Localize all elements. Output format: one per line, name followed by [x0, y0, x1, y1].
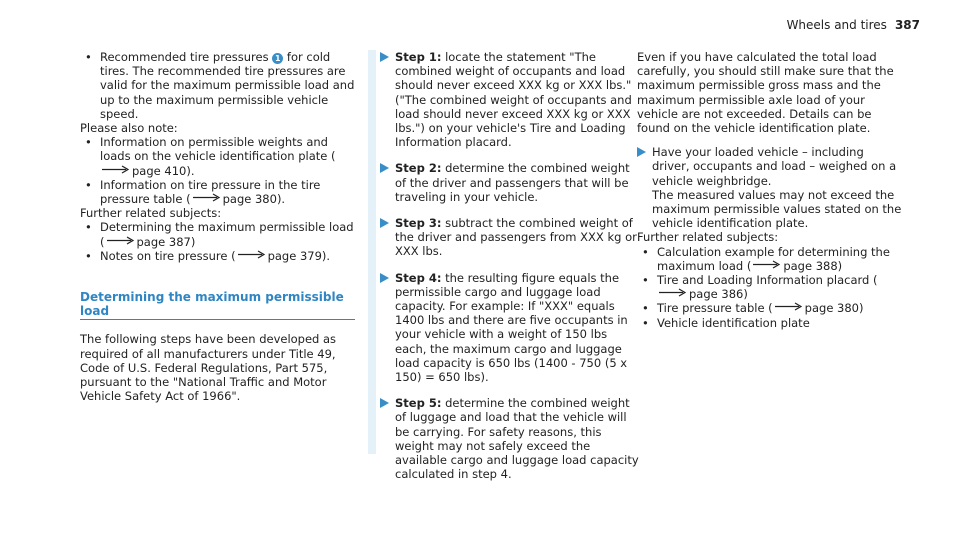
page-link[interactable]: page 386	[689, 287, 744, 302]
chapter-title: Wheels and tires	[786, 18, 887, 32]
step-play-icon	[380, 273, 389, 283]
page-ref-arrow-icon	[238, 248, 266, 262]
list-item: • Notes on tire pressure ( page 379).	[80, 249, 355, 263]
list-item: • Vehicle identification plate	[637, 316, 902, 330]
step-play-icon	[380, 52, 389, 62]
page-link[interactable]: page 410	[132, 163, 187, 178]
step-item: Step 4: the resulting figure equals the permissible cargo and luggage load capacity. For example: If "XXX" equals 1400 lbs and there are five occupants in your vehicle with a weight of 150 lbs each, the maximum cargo and luggage load capacity is 650 lbs (1400 - 750 (5 x 150) = 650 lbs).	[380, 271, 642, 385]
page-link[interactable]: page 388	[783, 258, 838, 273]
page-link[interactable]: page 387	[136, 234, 191, 249]
step-play-icon	[637, 147, 646, 157]
page-ref-arrow-icon	[753, 258, 781, 272]
page-link[interactable]: page 380	[222, 192, 277, 207]
section-heading: Determining the maximum permissible load	[80, 290, 355, 320]
list-item: • Information on tire pressure in the tire pressure table ( page 380).	[80, 178, 355, 206]
page-ref-arrow-icon	[775, 300, 803, 314]
page-ref-arrow-icon	[193, 191, 221, 205]
page-ref-arrow-icon	[659, 286, 687, 300]
section-body: The following steps have been developed as required of all manufacturers under Title 49, Code of U.S. Federal Regulations, Part 575, pursuant to the "National Traffic and Motor Vehicle Safety Act of 1966".	[80, 332, 337, 404]
recommended-list	[80, 50, 355, 121]
step-play-icon	[380, 163, 389, 173]
note-list	[80, 135, 355, 206]
list-item: • Tire and Loading Information placard (page 386)	[637, 273, 902, 301]
number-badge-icon: 1	[272, 53, 283, 64]
page-ref-arrow-icon	[102, 163, 130, 177]
step-item: Step 1: locate the statement "The combined weight of occupants and load should never exceed XXX kg or XXX lbs." ("The combined weight of occupants and load should never exceed XXX kg or XXX lbs.") on your vehicle's Tire and Loading Information placard.	[380, 50, 642, 149]
list-item: • Tire pressure table ( page 380)	[637, 301, 902, 315]
further-list	[637, 245, 902, 330]
column-3	[637, 50, 902, 330]
step-item: Step 5: determine the combined weight of luggage and load that the vehicle will be carrying. For safety reasons, this weight may not safely exceed the available cargo and luggage load capacity calculated in step 4.	[380, 396, 642, 481]
step-play-icon	[380, 218, 389, 228]
page-link[interactable]: page 380	[804, 301, 859, 316]
note-label: Please also note:	[80, 121, 178, 136]
step-item: Have your loaded vehicle – including driver, occupants and load – weighed on a vehicle weighbridge. The measured values may not exceed the maximum permissible values stated on the vehicle identification plate.	[637, 145, 902, 230]
list-item: • Information on permissible weights and loads on the vehicle identification plate (page 410).	[80, 135, 355, 178]
page-header	[787, 18, 920, 32]
further-list	[80, 220, 355, 263]
intro-paragraph: Even if you have calculated the total load carefully, you should still make sure that the maximum permissible gross mass and the maximum permissible axle load of your vehicle are not exceeded. Details can be found on the vehicle identification plate.	[637, 50, 894, 136]
further-label: Further related subjects:	[637, 230, 779, 245]
page-link[interactable]: page 379	[267, 248, 322, 263]
list-item: • Determining the maximum permissible load ( page 387)	[80, 220, 355, 248]
column-1	[80, 50, 355, 403]
page-ref-arrow-icon	[107, 234, 135, 248]
list-item: • Calculation example for determining the maximum load ( page 388)	[637, 245, 902, 273]
step-play-icon	[380, 398, 389, 408]
column-2-steps	[368, 50, 642, 482]
page-number: 387	[894, 18, 920, 32]
step-item: Step 2: determine the combined weight of the driver and passengers that will be traveling in your vehicle.	[380, 161, 642, 204]
step-item: Step 3: subtract the combined weight of the driver and passengers from XXX kg or XXX lbs.	[380, 216, 642, 259]
list-item: • Recommended tire pressures 1 for cold tires. The recommended tire pressures are valid for the maximum permissible load and up to the maximum permissible vehicle speed.	[80, 50, 355, 121]
further-label: Further related subjects:	[80, 206, 222, 221]
